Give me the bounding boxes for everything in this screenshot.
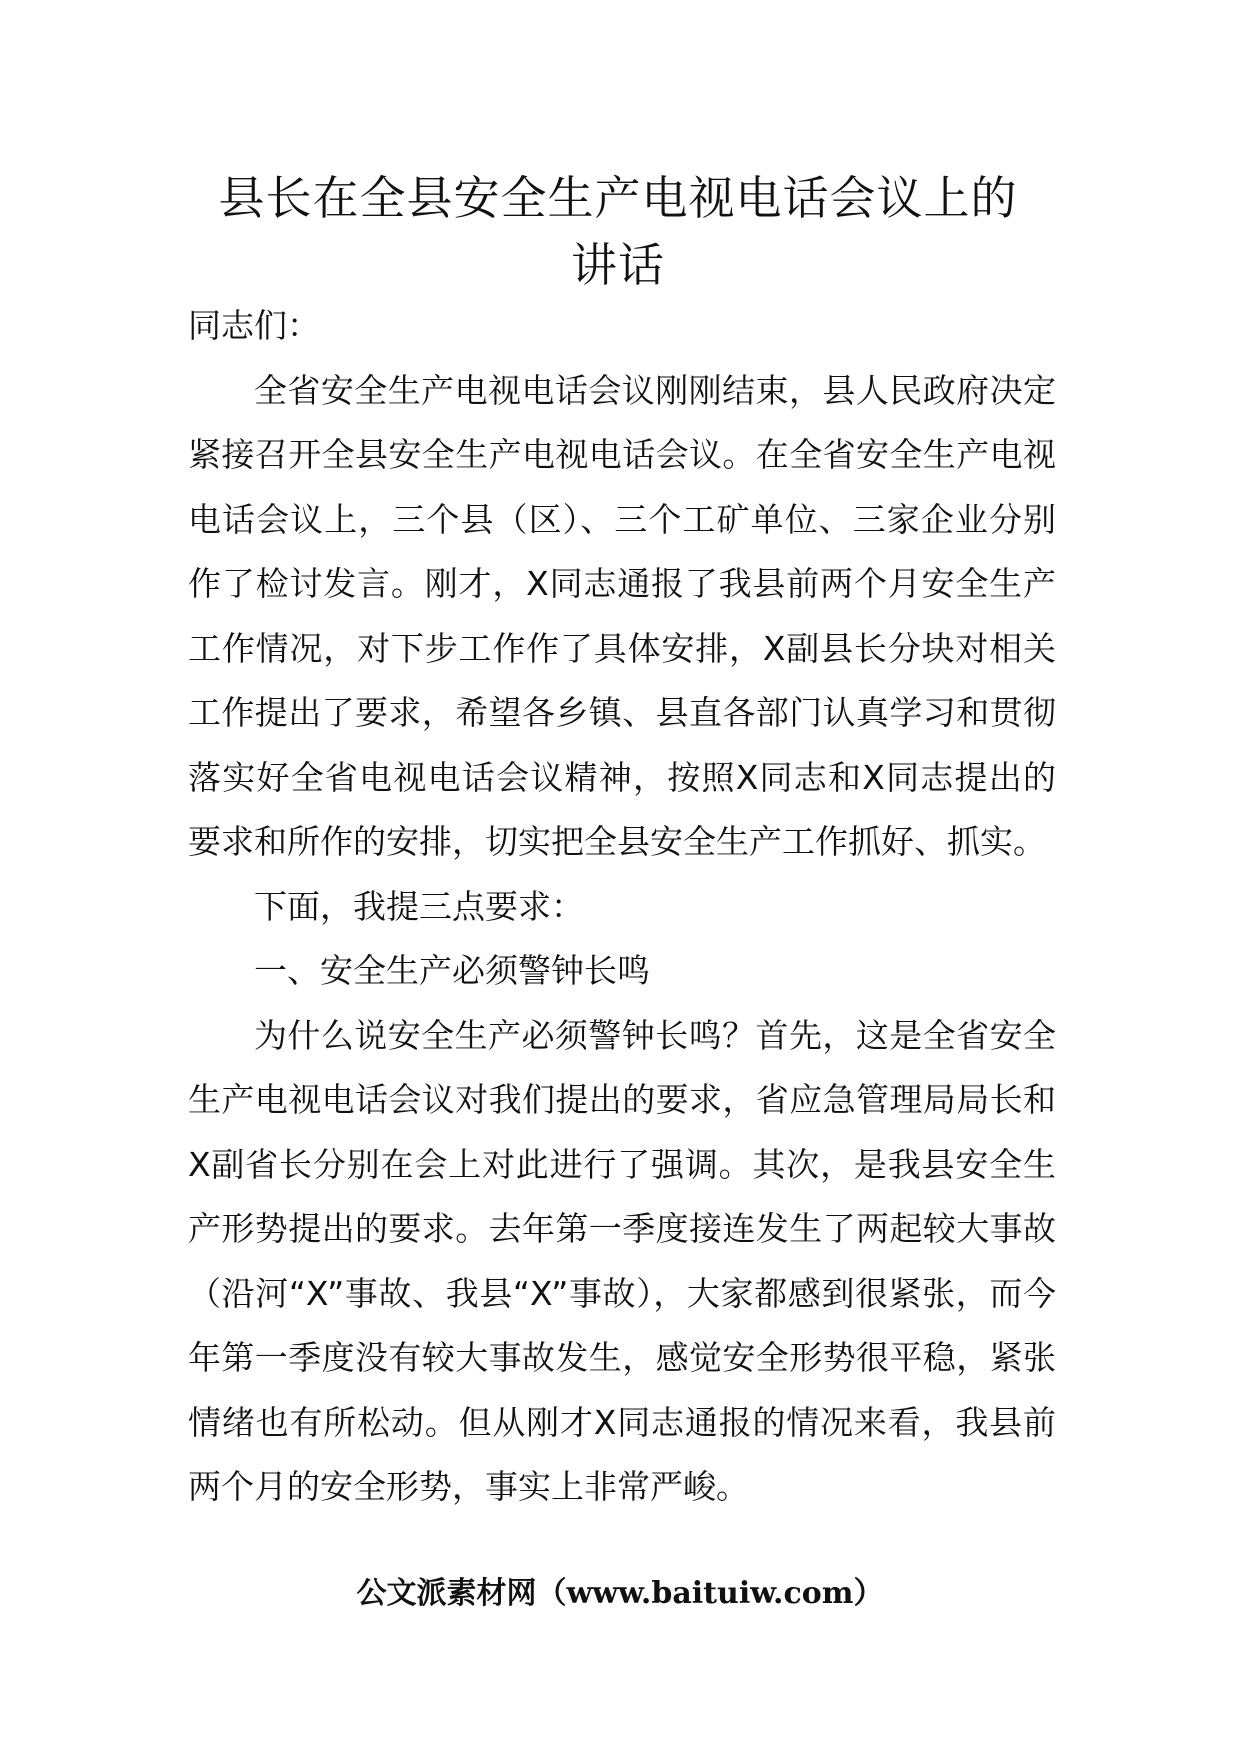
footer-watermark: 公文派素材网（www.baituiw.com） — [356, 1576, 884, 1611]
document-body — [188, 294, 1056, 1520]
paragraph-section-1: 为什么说安全生产必须警钟长鸣？首先，这是全省安全生产电视电话会议对我们提出的要求，省应急管理局局长和X副省长分别在会上对此进行了强调。其次，是我县安全生产形势提出的要求。去年第一季度接连发生了两起较大事故（沿河“X”事故、我县“X”事故），大家都感到很紧张，而今年第一季度没有较大事故发生，感觉安全形势很平稳，紧张情绪也有所松动。但从刚才X同志通报的情况来看，我县前两个月的安全形势，事实上非常严峻。 — [188, 1015, 1056, 1506]
document-title-line-2: 讲话 — [571, 238, 665, 292]
document-title-line-1: 县长在全县安全生产电视电话会议上的 — [218, 171, 1018, 225]
salutation: 同志们： — [188, 306, 320, 345]
paragraph-intro: 全省安全生产电视电话会议刚刚结束，县人民政府决定紧接召开全县安全生产电视电话会议。在全省安全生产电视电话会议上，三个县（区）、三个工矿单位、三家企业分别作了检讨发言。刚才，X同志通报了我县前两个月安全生产工作情况，对下步工作作了具体安排，X副县长分块对相关工作提出了要求，希望各乡镇、县直各部门认真学习和贯彻落实好全省电视电话会议精神，按照X同志和X同志提出的要求和所作的安排，切实把全县安全生产工作抓好、抓实。 — [188, 370, 1056, 861]
paragraph-requirements-lead: 下面，我提三点要求： — [254, 886, 584, 926]
section-heading-1: 一、安全生产必须警钟长鸣 — [254, 951, 650, 990]
